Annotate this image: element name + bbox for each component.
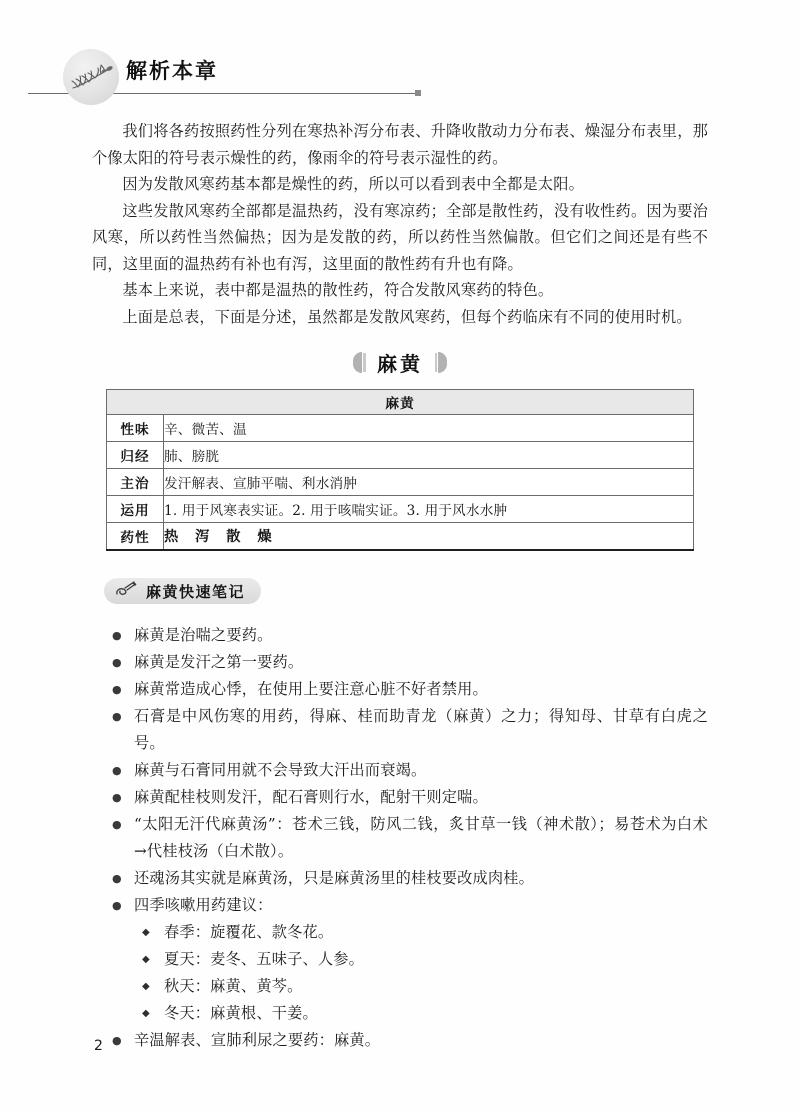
list-item [112,757,708,784]
row-label: 主治 [107,469,164,496]
chapter-header [0,48,800,110]
sub-list-item [142,946,708,973]
notes-badge [104,578,261,604]
list-item [112,649,708,676]
row-value: 1. 用于风寒表实证。2. 用于咳喘实证。3. 用于风水水肿 [164,496,694,523]
list-item [112,865,708,892]
sub-list-item [142,973,708,1000]
list-item [112,1027,708,1054]
list-item-text: 四季咳嗽用药建议： [134,896,273,914]
paragraph-3: 这些发散风寒药全部都是温热药，没有寒凉药；全部是散性药，没有收性药。因为要治风寒，所以药性当然偏热；因为是发散的药，所以药性当然偏散。但它们之间还是有些不同，这里面的温热药有补也有泻，这里面的散性药有升也有降。 [92,201,708,273]
row-label: 归经 [107,442,164,469]
list-item-text: 麻黄与石膏同用就不会导致大汗出而衰竭。 [134,761,427,779]
section-title-text: 麻黄 [377,352,423,376]
table-row [107,469,694,496]
sub-list-item [142,1000,708,1027]
bullet-icon: ● [112,899,122,912]
row-value: 热 泻 散 燥 [164,523,694,551]
row-label: 运用 [107,496,164,523]
deco-right-icon [434,352,447,373]
sub-bullet-icon: ◆ [142,954,150,965]
list-item [112,676,708,703]
row-value: 肺、膀胱 [164,442,694,469]
table-header-row [107,390,694,415]
sub-bullet-icon: ◆ [142,1008,150,1019]
section-heading [0,348,800,377]
row-label: 药性 [107,523,164,551]
sub-list-item-text: 秋天：麻黄、黄芩。 [164,977,303,995]
sub-bullet-icon: ◆ [142,927,150,938]
notes-list [112,622,708,1054]
chapter-title: 解析本章 [126,58,218,83]
bullet-icon: ● [112,791,122,804]
list-item [112,784,708,811]
table-row [107,523,694,551]
brush-pen-icon [114,580,138,602]
table-row [107,415,694,442]
list-item-text: 麻黄常造成心悸，在使用上要注意心脏不好者禁用。 [134,680,488,698]
bullet-icon: ● [112,872,122,885]
sub-list-item [142,919,708,946]
list-item-text: “太阳无汗代麻黄汤”：苍术三钱，防风二钱，炙甘草一钱（神术散）；易苍术为白术→代桂枝汤（白术散）。 [134,815,708,860]
paragraph-5: 上面是总表，下面是分述，虽然都是发散风寒药，但每个药临床有不同的使用时机。 [122,307,692,326]
herb-sprig-icon [63,49,119,105]
bullet-icon: ● [112,710,122,723]
table-row [107,496,694,523]
bullet-icon: ● [112,683,122,696]
list-item-text: 辛温解表、宣肺利尿之要药：麻黄。 [134,1031,381,1049]
list-item [112,703,708,757]
list-item-text: 还魂汤其实就是麻黄汤，只是麻黄汤里的桂枝要改成肉桂。 [134,869,535,887]
sub-list-item-text: 冬天：麻黄根、干姜。 [164,1004,318,1022]
paragraph-1: 我们将各药按照药性分列在寒热补泻分布表、升降收散动力分布表、燥湿分布表里，那个像太阳的符号表示燥性的药，像雨伞的符号表示湿性的药。 [92,122,708,167]
sub-bullet-icon: ◆ [142,981,150,992]
page-number: 2 [94,1038,103,1054]
list-item [112,622,708,649]
row-label: 性味 [107,415,164,442]
sub-list-item-text: 夏天：麦冬、五味子、人参。 [164,950,365,968]
header-rule-cap [415,90,421,96]
table-header-cell: 麻黄 [107,390,694,415]
notes-badge-title: 麻黄快速笔记 [146,582,246,601]
bullet-icon: ● [112,629,122,642]
list-item-text: 麻黄是治喘之要药。 [134,626,273,644]
list-item [112,811,708,865]
bullet-icon: ● [112,656,122,669]
list-item-text: 石膏是中风伤寒的用药，得麻、桂而助青龙（麻黄）之力；得知母、甘草有白虎之号。 [134,707,708,752]
row-value: 发汗解表、宣肺平喘、利水消肿 [164,469,694,496]
herb-property-table [106,389,694,551]
paragraph-2: 因为发散风寒药基本都是燥性的药，所以可以看到表中全都是太阳。 [122,175,585,193]
paragraph-4: 基本上来说，表中都是温热的散性药，符合发散风寒药的特色。 [122,281,554,299]
list-item [112,892,708,919]
bullet-icon: ● [112,1034,122,1047]
deco-left-icon [353,352,366,373]
seasonal-sub-list [142,919,708,1027]
list-item-text: 麻黄配桂枝则发汗，配石膏则行水，配射干则定喘。 [134,788,488,806]
sub-list-item-text: 春季：旋覆花、款冬花。 [164,923,334,941]
body-text [92,118,708,330]
bullet-icon: ● [112,764,122,777]
table-row [107,442,694,469]
bullet-icon: ● [112,818,122,831]
list-item-text: 麻黄是发汗之第一要药。 [134,653,304,671]
row-value: 辛、微苦、温 [164,415,694,442]
